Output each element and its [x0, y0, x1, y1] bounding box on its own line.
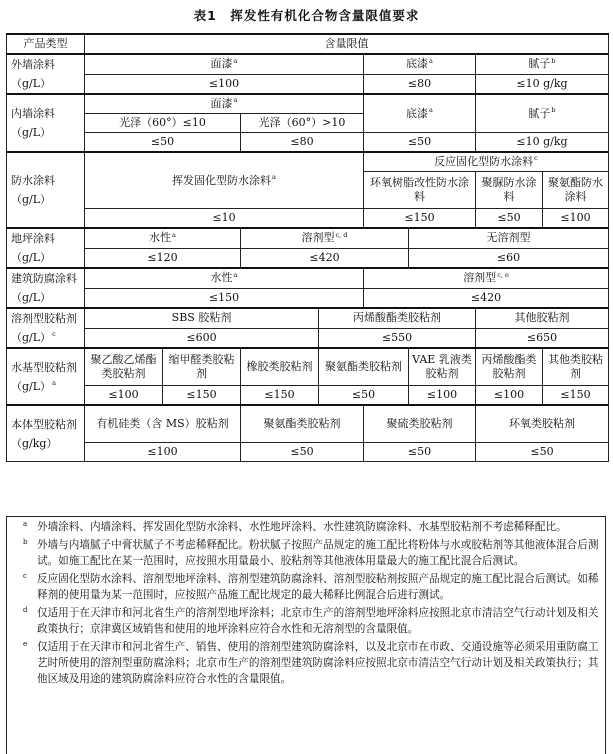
- interior-unit: （g/L）: [11, 126, 52, 139]
- water-adhesive-col: 丙烯酸酯类胶粘剂: [476, 348, 543, 386]
- interior-primer: 底漆$^a$: [364, 94, 476, 133]
- voc-limit-table-wrap: [6, 33, 609, 462]
- exterior-col: 腻子$^b$: [476, 54, 609, 74]
- note-marker: c: [23, 572, 27, 580]
- limit-value: ≤10: [85, 209, 364, 229]
- bulk-adhesive-type-cell: [7, 405, 85, 462]
- limit-value: ≤100: [476, 386, 543, 406]
- bulk-adhesive-col: 聚硫类胶粘剂: [364, 405, 476, 443]
- limit-value: ≤420: [241, 248, 409, 268]
- water-adhesive-name: 水基型胶粘剂: [11, 360, 77, 374]
- limit-value: ≤150: [543, 386, 609, 406]
- limit-value: ≤80: [364, 74, 476, 94]
- table-notes: [6, 516, 606, 754]
- waterproof-sub: 聚氨酯防水涂料: [543, 172, 609, 209]
- note-item: [23, 605, 599, 637]
- interior-topcoat: 面漆$^a$: [85, 94, 364, 114]
- bulk-adhesive-value-row: [7, 443, 609, 462]
- limit-value: ≤100: [85, 443, 241, 462]
- exterior-unit: （g/L）: [11, 77, 52, 90]
- water-adhesive-row: [7, 348, 609, 386]
- limit-value: ≤420: [364, 288, 609, 308]
- note-item: [23, 639, 599, 687]
- interior-gloss-high: 光泽（60°）>10: [241, 114, 364, 133]
- anticorrosion-type-cell: [7, 268, 85, 308]
- limit-value: ≤150: [364, 209, 476, 229]
- exterior-col: 面漆$^a$: [85, 54, 364, 74]
- exterior-value-row: [7, 74, 609, 94]
- header-row: [7, 34, 609, 54]
- note-text: 仅适用于在天津市和河北省生产的溶剂型地坪涂料；北京市生产的溶剂型地坪涂料应按照北京市清洁空气行动计划及相关政策执行；京津冀区域销售和使用的地坪涂料应符合水性和无溶剂型的含量限值。: [37, 607, 599, 635]
- floor-value-row: [7, 248, 609, 268]
- limit-value: ≤550: [319, 328, 476, 348]
- water-adhesive-col: 橡胶类胶粘剂: [241, 348, 319, 386]
- waterproof-value-row: [7, 209, 609, 229]
- floor-row: [7, 228, 609, 248]
- limit-value: ≤60: [409, 248, 609, 268]
- limit-value: ≤50: [85, 133, 241, 153]
- solvent-adhesive-unit: （g/L）: [11, 331, 52, 344]
- limit-value: ≤50: [476, 443, 609, 462]
- limit-value: ≤50: [476, 209, 543, 229]
- limit-value: ≤50: [241, 443, 364, 462]
- note-marker: d: [23, 606, 28, 614]
- interior-value-row: [7, 133, 609, 153]
- waterproof-volatile: 挥发固化型防水涂料$^a$: [85, 152, 364, 209]
- solvent-adhesive-row: [7, 308, 609, 328]
- bulk-adhesive-row: [7, 405, 609, 443]
- anticorrosion-row: [7, 268, 609, 288]
- floor-col: 无溶剂型: [409, 228, 609, 248]
- exterior-row: [7, 54, 609, 74]
- waterproof-sub: 环氧树脂改性防水涂料: [364, 172, 476, 209]
- limit-value: ≤50: [319, 386, 409, 406]
- limit-value: ≤600: [85, 328, 319, 348]
- limit-value: ≤100: [85, 386, 163, 406]
- limit-value: ≤10 g/kg: [476, 133, 609, 153]
- header-limit: 含量限值: [85, 34, 609, 54]
- limit-value: ≤150: [241, 386, 319, 406]
- limit-value: ≤80: [241, 133, 364, 153]
- floor-name: 地坪涂料: [11, 232, 55, 245]
- anticorrosion-unit: （g/L）: [11, 291, 52, 304]
- floor-type-cell: [7, 228, 85, 268]
- anticorrosion-value-row: [7, 288, 609, 308]
- interior-name: 内墙涂料: [11, 107, 55, 120]
- interior-gloss-low: 光泽（60°）≤10: [85, 114, 241, 133]
- water-adhesive-type-cell: 水基型胶粘剂 $(g/L)^a$: [7, 348, 85, 405]
- water-adhesive-col: VAE 乳液类胶粘剂: [409, 348, 476, 386]
- limit-value: ≤10 g/kg: [476, 74, 609, 94]
- solvent-adhesive-col: SBS 胶粘剂: [85, 308, 319, 328]
- limit-value: ≤120: [85, 248, 241, 268]
- note-text: 外墙与内墙腻子中膏状腻子不考虑稀释配比。粉状腻子按照产品规定的施工配比将粉体与水或胶粘剂等其他液体混合后测试。如施工配比在某一范围时，应按照水用量最小、胶粘剂等其他液体用量最大的施工配比混合后测试。: [37, 539, 599, 567]
- exterior-type-cell: [7, 54, 85, 94]
- water-adhesive-unit: （g/L）: [11, 379, 52, 393]
- bulk-adhesive-col: 环氧类胶粘剂: [476, 405, 609, 443]
- note-marker: b: [23, 538, 28, 546]
- limit-value: ≤100: [85, 74, 364, 94]
- waterproof-sub: 聚脲防水涂料: [476, 172, 543, 209]
- water-adhesive-col: 聚氨酯类胶粘剂: [319, 348, 409, 386]
- water-adhesive-col: 缩甲醛类胶粘剂: [163, 348, 241, 386]
- anticorrosion-col: 水性$^a$: [85, 268, 364, 288]
- limit-value: ≤100: [543, 209, 609, 229]
- note-text: 仅适用于在天津市和河北省生产、销售、使用的溶剂型建筑防腐涂料，以及北京市在市政、交通设施等必须采用重防腐工艺时所使用的溶剂型重防腐涂料；北京市生产的溶剂型建筑防腐涂料应按照北京市清洁空气行动计划及相关政策执行；其他区域及用途的建筑防腐涂料应符合水性的含量限值。: [37, 641, 599, 685]
- header-type: 产品类型: [7, 34, 85, 54]
- solvent-adhesive-col: 丙烯酸酯类胶粘剂: [319, 308, 476, 328]
- solvent-adhesive-type-cell: 溶剂型胶粘剂 $(g/L)^c$: [7, 308, 85, 348]
- note-text: 反应固化型防水涂料、溶剂型地坪涂料、溶剂型建筑防腐涂料、溶剂型胶粘剂按照产品规定的施工配比混合后测试。如稀释剂的使用量为某一范围时，应按照产品施工配比规定的最大稀释比例混合后进行测试。: [37, 573, 599, 601]
- waterproof-unit: （g/L）: [11, 193, 52, 206]
- bulk-adhesive-col: 聚氨酯类胶粘剂: [241, 405, 364, 443]
- bulk-adhesive-col: 有机硅类（含 MS）胶粘剂: [85, 405, 241, 443]
- solvent-adhesive-name: 溶剂型胶粘剂: [11, 312, 77, 325]
- waterproof-type-cell: [7, 152, 85, 228]
- limit-value: ≤150: [163, 386, 241, 406]
- note-marker: e: [23, 640, 28, 648]
- interior-putty: 腻子$^b$: [476, 94, 609, 133]
- floor-col: 溶剂型$^{c, d}$: [241, 228, 409, 248]
- limit-value: ≤50: [364, 443, 476, 462]
- limit-value: ≤50: [364, 133, 476, 153]
- solvent-adhesive-col: 其他胶粘剂: [476, 308, 609, 328]
- note-marker: a: [23, 520, 28, 528]
- exterior-name: 外墙涂料: [11, 58, 55, 71]
- anticorrosion-col: 溶剂型$^{c, e}$: [364, 268, 609, 288]
- water-adhesive-value-row: [7, 386, 609, 406]
- bulk-adhesive-name: 本体型胶粘剂: [11, 417, 77, 431]
- limit-value: ≤650: [476, 328, 609, 348]
- solvent-adhesive-value-row: [7, 328, 609, 348]
- limit-value: ≤100: [409, 386, 476, 406]
- note-item: [23, 519, 599, 535]
- water-adhesive-col: 聚乙酸乙烯酯类胶粘剂: [85, 348, 163, 386]
- interior-row: [7, 94, 609, 114]
- bulk-adhesive-unit: （g/kg）: [11, 436, 58, 450]
- exterior-col: 底漆$^a$: [364, 54, 476, 74]
- interior-type-cell: [7, 94, 85, 152]
- note-item: [23, 537, 599, 569]
- floor-col: 水性$^a$: [85, 228, 241, 248]
- anticorrosion-name: 建筑防腐涂料: [11, 272, 77, 285]
- table-title: 表1 挥发性有机化合物含量限值要求: [193, 8, 420, 23]
- note-item: [23, 571, 599, 603]
- waterproof-name: 防水涂料: [11, 174, 55, 187]
- note-text: 外墙涂料、内墙涂料、挥发固化型防水涂料、水性地坪涂料、水性建筑防腐涂料、水基型胶粘剂不考虑稀释配比。: [37, 521, 567, 533]
- limit-value: ≤150: [85, 288, 364, 308]
- floor-unit: （g/L）: [11, 251, 52, 264]
- waterproof-row: [7, 152, 609, 172]
- voc-limit-table: [6, 33, 609, 462]
- water-adhesive-col: 其他类胶粘剂: [543, 348, 609, 386]
- waterproof-reactive: 反应固化型防水涂料$^c$: [364, 152, 609, 172]
